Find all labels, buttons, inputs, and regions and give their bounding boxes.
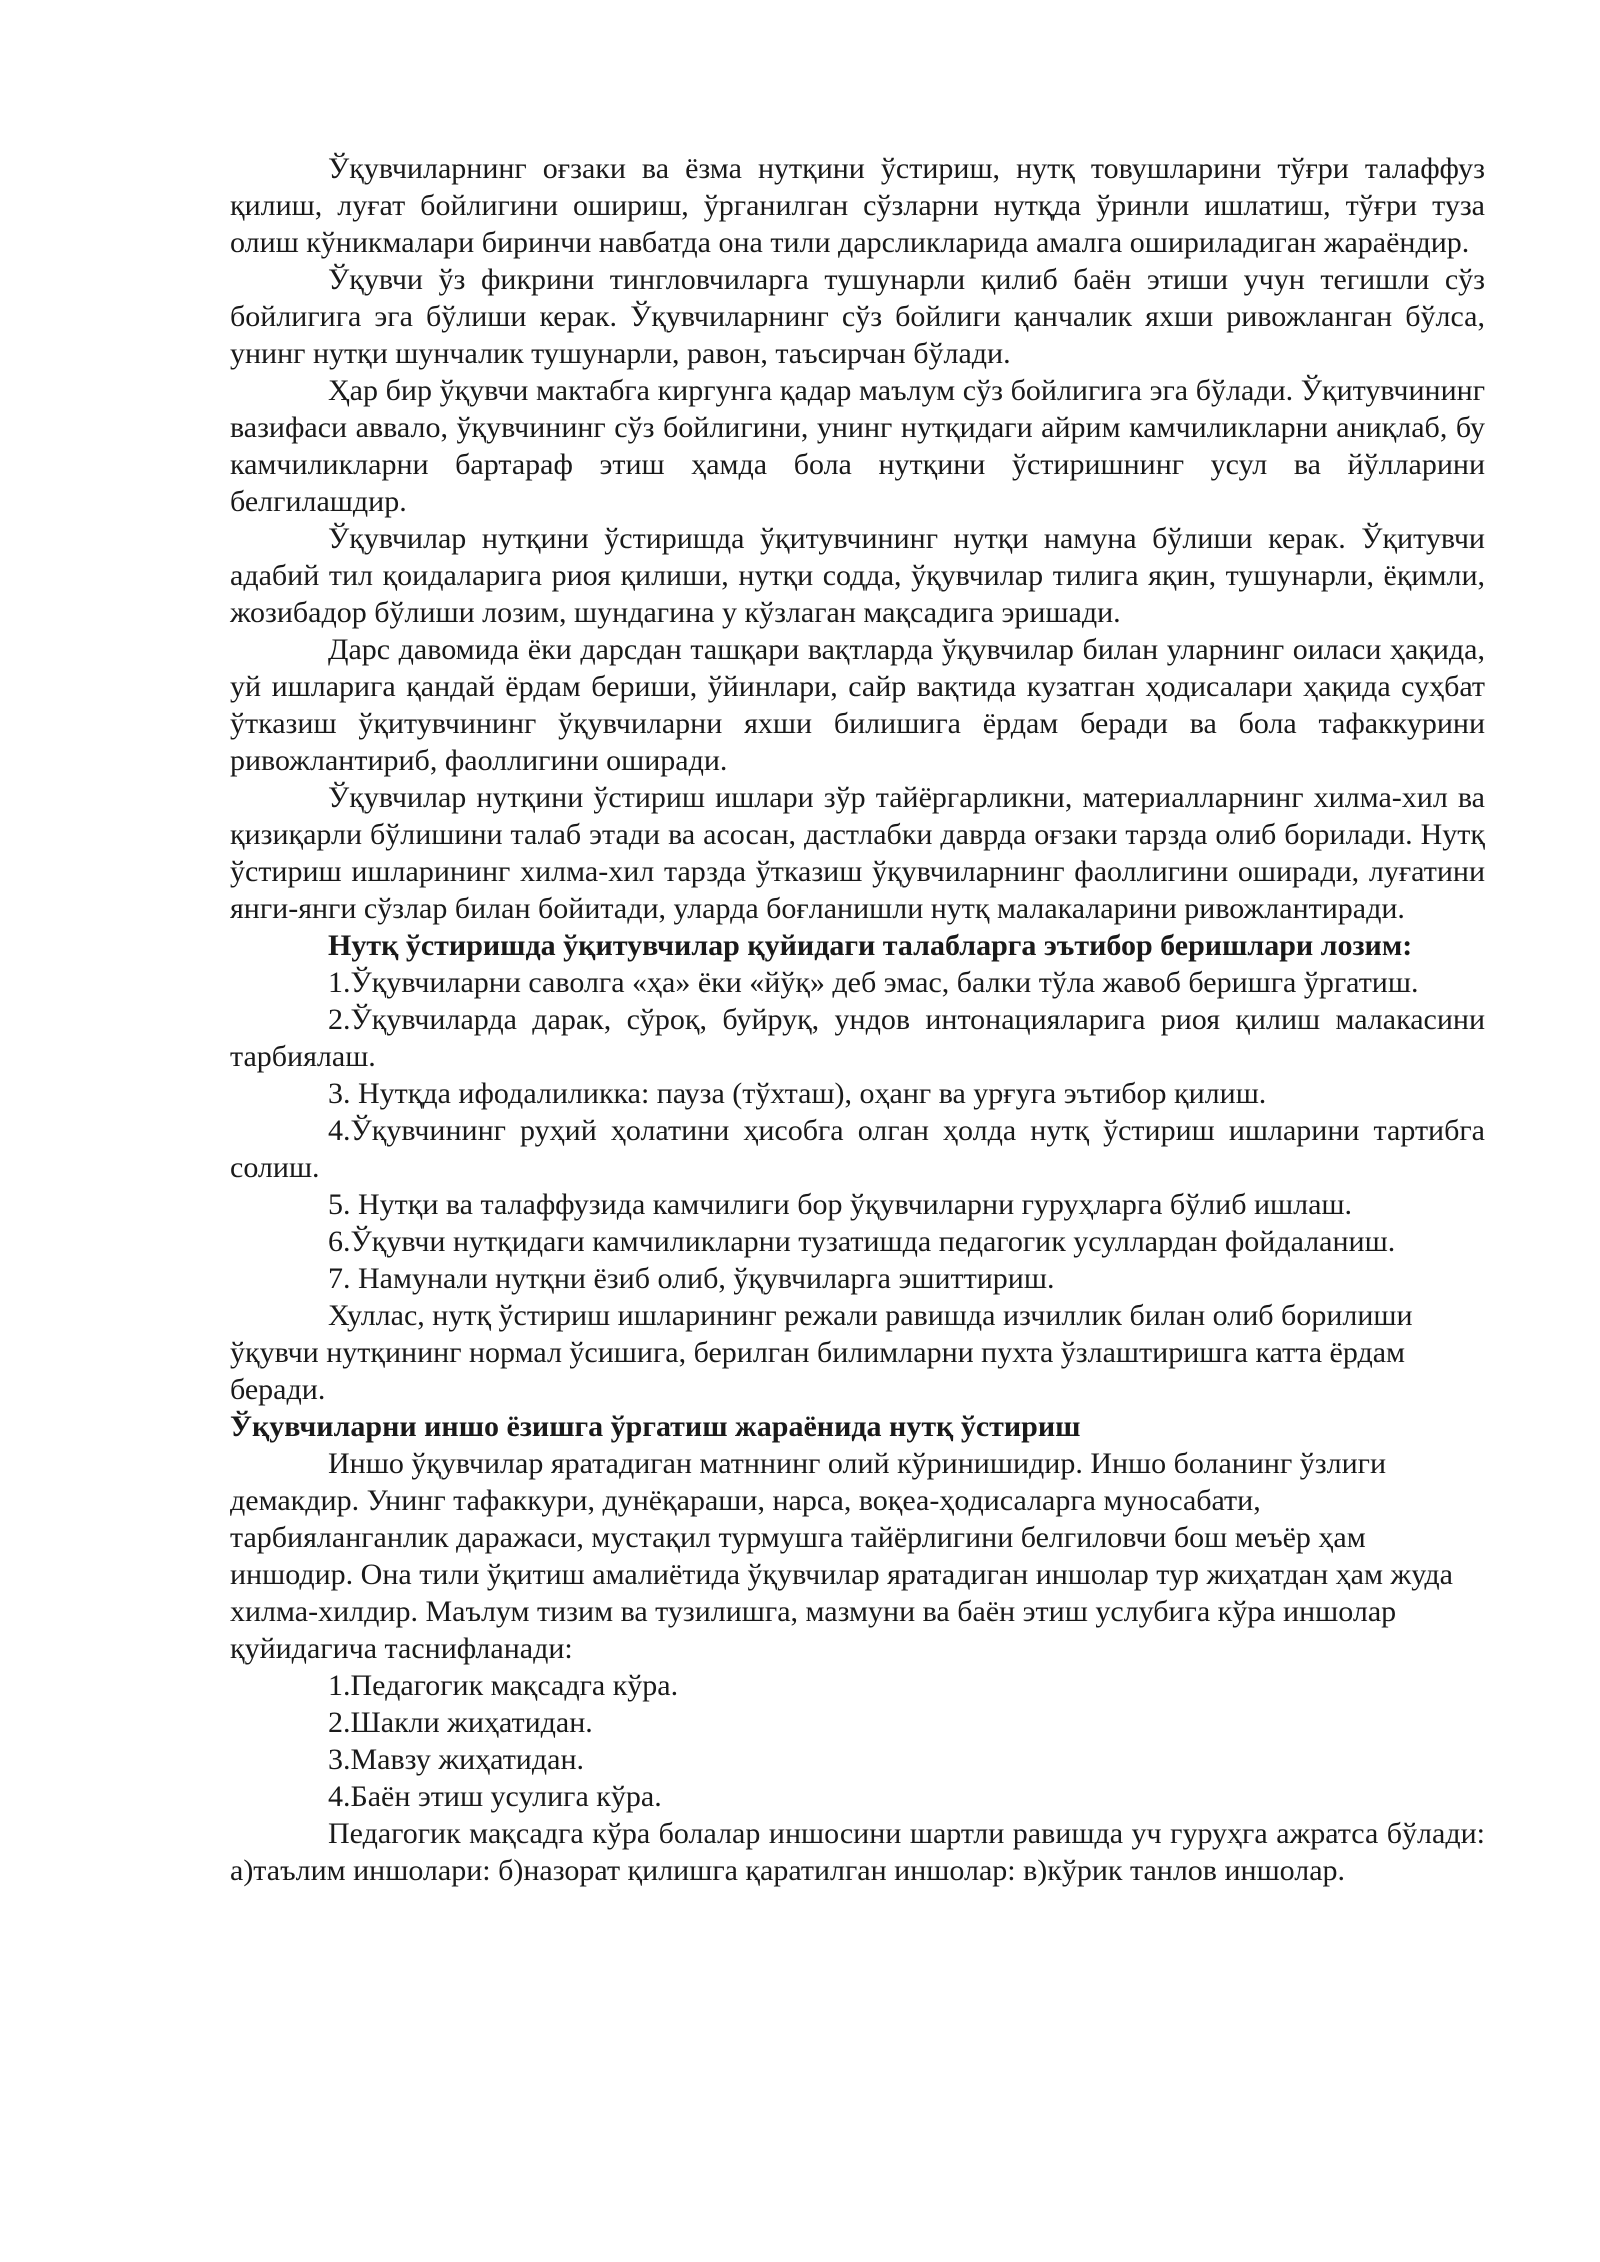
essay-type-item: 3.Мавзу жиҳатидан. bbox=[328, 1743, 584, 1776]
requirement-item: 1.Ўқувчиларни саволга «ҳа» ёки «йўқ» деб эмас, балки тўла жавоб беришга ўргатиш. bbox=[328, 966, 1419, 999]
paragraph: Ўқувчи ўз фикрини тингловчиларга тушунарли қилиб баён этиши учун тегишли сўз бойлигига эга бўлиши керак. Ўқувчиларнинг сўз бойлиги қанчалик яхши ривожланган бўлса, унинг нутқи шунчалик тушунарли, равон, таъсирчан бўлади. bbox=[230, 263, 1485, 370]
section-heading: Ўқувчиларни иншо ёзишга ўргатиш жараёнида нутқ ўстириш bbox=[230, 1410, 1081, 1443]
paragraph: Ўқувчилар нутқини ўстиришда ўқитувчининг нутқи намуна бўлиши керак. Ўқитувчи адабий тил қоидаларига риоя қилиши, нутқи содда, ўқувчилар тилига яқин, тушунарли, ёқимли, жозибадор бўлиши лозим, шундагина у кўзлаган мақсадига эришади. bbox=[230, 522, 1485, 629]
essay-type-item: 4.Баён этиш усулига кўра. bbox=[328, 1780, 662, 1813]
requirement-item: 2.Ўқувчиларда дарак, сўроқ, буйруқ, ундов интонацияларига риоя қилиш малакасини тарбиялаш. bbox=[230, 1003, 1485, 1073]
paragraph: Ҳар бир ўқувчи мактабга киргунга қадар маълум сўз бойлигига эга бўлади. Ўқитувчининг вазифаси аввало, ўқувчининг сўз бойлигини, унинг нутқидаги айрим камчиликларни аниқлаб, бу камчиликларни бартараф этиш ҳамда бола нутқини ўстиришнинг усул ва йўлларини белгилашдир. bbox=[230, 374, 1485, 518]
summary-paragraph: Хуллас, нутқ ўстириш ишларининг режали равишда изчиллик билан олиб борилиши ўқувчи нутқининг нормал ўсишига, берилган билимларни пухта ўзлаштиришга катта ёрдам беради. bbox=[230, 1299, 1413, 1406]
essay-type-item: 1.Педагогик мақсадга кўра. bbox=[328, 1669, 679, 1702]
requirement-item: 3. Нутқда ифодалиликка: пауза (тўхташ), оҳанг ва урғуга эътибор қилиш. bbox=[328, 1077, 1267, 1110]
requirement-item: 4.Ўқувчининг руҳий ҳолатини ҳисобга олган ҳолда нутқ ўстириш ишларини тартибга солиш. bbox=[230, 1114, 1485, 1184]
requirement-item: 6.Ўқувчи нутқидаги камчиликларни тузатишда педагогик усуллардан фойдаланиш. bbox=[328, 1225, 1396, 1258]
requirement-item: 5. Нутқи ва талаффузида камчилиги бор ўқувчиларни гуруҳларга бўлиб ишлаш. bbox=[328, 1188, 1353, 1221]
requirement-item: 7. Намунали нутқни ёзиб олиб, ўқувчиларга эшиттириш. bbox=[328, 1262, 1055, 1295]
requirements-heading: Нутқ ўстиришда ўқитувчилар қуйидаги талабларга эътибор беришлари лозим: bbox=[328, 929, 1413, 962]
essay-type-item: 2.Шакли жиҳатидан. bbox=[328, 1706, 593, 1739]
document-page bbox=[230, 150, 1485, 1889]
paragraph: Иншо ўқувчилар яратадиган матннинг олий кўринишидир. Иншо боланинг ўзлиги демакдир. Унинг тафаккури, дунёқараши, нарса, воқеа-ҳодисаларга муносабати, тарбияланганлик даражаси, мустақил турмушга тайёрлигини белгиловчи бош меъёр ҳам иншодир. Она тили ўқитиш амалиётида ўқувчилар яратадиган иншолар тур жиҳатдан ҳам жуда хилма-хилдир. Маълум тизим ва тузилишга, мазмуни ва баён этиш услубига кўра иншолар қуйидагича таснифланади: bbox=[230, 1447, 1453, 1665]
paragraph: Ўқувчиларнинг оғзаки ва ёзма нутқини ўстириш, нутқ товушларини тўғри талаффуз қилиш, луғат бойлигини ошириш, ўрганилган сўзларни нутқда ўринли ишлатиш, тўғри туза олиш кўникмалари биринчи навбатда она тили дарсликларида амалга ошириладиган жараёндир. bbox=[230, 152, 1485, 259]
paragraph: Дарс давомида ёки дарсдан ташқари вақтларда ўқувчилар билан уларнинг оиласи ҳақида, уй ишларига қандай ёрдам бериши, ўйинлари, сайр вақтида кузатган ҳодисалари ҳақида суҳбат ўтказиш ўқитувчининг ўқувчиларни яхши билишига ёрдам беради ва бола тафаккурини ривожлантириб, фаоллигини оширади. bbox=[230, 633, 1485, 777]
paragraph: Педагогик мақсадга кўра болалар иншосини шартли равишда уч гуруҳга ажратса бўлади: а)таълим иншолари: б)назорат қилишга қаратилган иншолар: в)кўрик танлов иншолар. bbox=[230, 1817, 1485, 1887]
paragraph: Ўқувчилар нутқини ўстириш ишлари зўр тайёргарликни, материалларнинг хилма-хил ва қизиқарли бўлишини талаб этади ва асосан, дастлабки даврда оғзаки тарзда олиб борилади. Нутқ ўстириш ишларининг хилма-хил тарзда ўтказиш ўқувчиларнинг фаоллигини оширади, луғатини янги-янги сўзлар билан бойитади, уларда боғланишли нутқ малакаларини ривожлантиради. bbox=[230, 781, 1485, 925]
